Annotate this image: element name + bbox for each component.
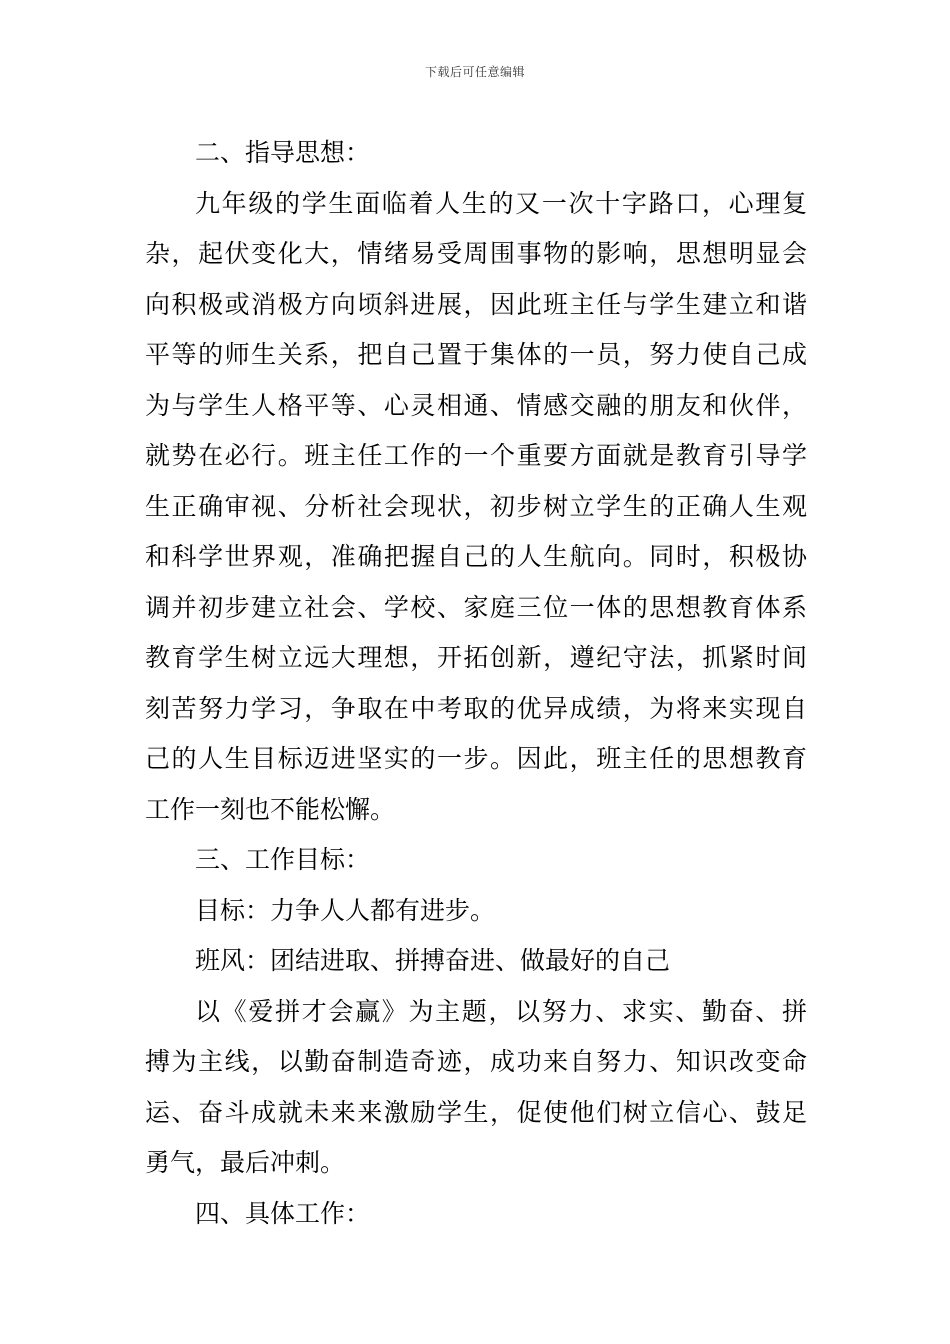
goal-line: 目标：力争人人都有进步。 xyxy=(195,895,496,925)
page-header: 下载后可任意编辑 xyxy=(424,65,525,79)
paragraph-line: 向积极或消极方向顷斜进展，因此班主任与学生建立和谐 xyxy=(145,289,807,319)
paragraph-line: 运、奋斗成就未来来激励学生，促使他们树立信心、鼓足 xyxy=(145,1097,807,1127)
section-heading-guiding-ideology: 二、指导思想： xyxy=(195,138,371,167)
paragraph-line: 勇气，最后冲刺。 xyxy=(145,1148,346,1177)
section-heading-work-goals: 三、工作目标： xyxy=(195,845,371,874)
document-body xyxy=(145,128,807,1239)
paragraph-line: 搏为主线，以勤奋制造奇迹，成功来自努力、知识改变命 xyxy=(145,1047,807,1076)
paragraph-line: 教育学生树立远大理想，开拓创新，遵纪守法，抓紧时间 xyxy=(145,643,807,672)
class-style-line: 班风：团结进取、拼搏奋进、做最好的自己 xyxy=(195,946,671,975)
paragraph-line: 杂，起伏变化大，情绪易受周围事物的影响，思想明显会 xyxy=(145,239,807,268)
paragraph-line: 就势在必行。班主任工作的一个重要方面就是教育引导学 xyxy=(145,441,807,470)
section-heading-specific-work: 四、具体工作： xyxy=(195,1198,371,1228)
paragraph-line: 为与学生人格平等、心灵相通、情感交融的朋友和伙伴， xyxy=(145,390,807,420)
paragraph-line: 九年级的学生面临着人生的又一次十字路口，心理复 xyxy=(195,188,807,218)
paragraph-line: 平等的师生关系，把自己置于集体的一员，努力使自己成 xyxy=(145,340,807,369)
paragraph-line: 生正确审视、分析社会现状，初步树立学生的正确人生观 xyxy=(145,491,807,521)
paragraph-line: 调并初步建立社会、学校、家庭三位一体的思想教育体系 xyxy=(145,592,807,622)
paragraph-line: 己的人生目标迈进坚实的一步。因此，班主任的思想教育 xyxy=(145,744,807,773)
paragraph-line: 以《爱拼才会赢》为主题，以努力、求实、勤奋、拼 xyxy=(195,996,807,1026)
paragraph-line: 和科学世界观，准确把握自己的人生航向。同时，积极协 xyxy=(145,542,807,571)
paragraph-line: 刻苦努力学习，争取在中考取的优异成绩，为将来实现自 xyxy=(145,693,807,723)
paragraph-line: 工作一刻也不能松懈。 xyxy=(145,794,396,824)
